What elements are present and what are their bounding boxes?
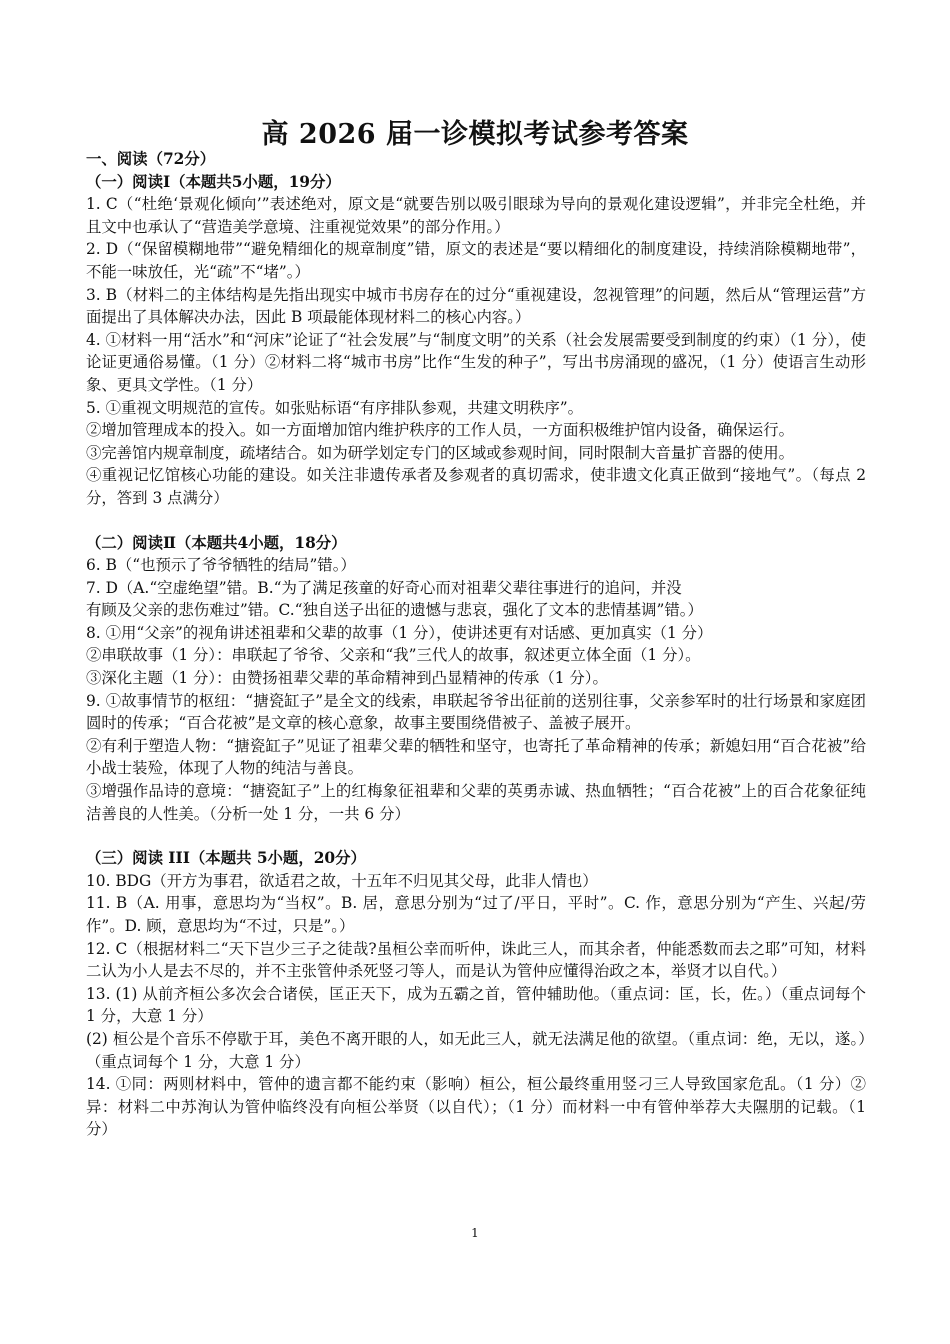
answer-line: 有顾及父亲的悲伤难过”错。C.“独自送子出征的遗憾与悲哀，强化了文本的悲情基调”错。） <box>86 601 703 620</box>
subsection-heading: （三）阅读 III（本题共 5小题，20分） <box>86 849 366 868</box>
section-gap <box>86 510 866 532</box>
answer-line: 10. BDG（开方为事君，欲适君之故，十五年不归见其父母，此非人情也） <box>86 871 598 890</box>
answer-line: 12. C（根据材料二“天下岂少三子之徒哉?虽桓公幸而听仲，诛此三人，而其余者，仲能悉数而去之耶”可知，材料二认为小人是去不尽的，并不主张管仲杀死竖刁等人，而是认为管仲应懂得治政之本，举贤才以自代。） <box>86 939 866 981</box>
section-gap <box>86 825 866 847</box>
section-heading: 一、阅读（72分） <box>86 150 216 168</box>
answer-line: 3. B（材料二的主体结构是先指出现实中城市书房存在的过分“重视建设，忽视管理”的问题，然后从“管理运营”方面提出了具体解决办法，因此 B 项最能体现材料二的核心内容。） <box>86 285 866 327</box>
answer-line: 6. B（“也预示了爷爷牺牲的结局”错。） <box>86 556 356 575</box>
answer-line: 11. B（A. 用事，意思均为“当权”。B. 居，意思分别为“过了/平日，平时”。C. 作，意思分别为“产生、兴起/劳作”。D. 顾，意思均为“不过，只是”。） <box>86 894 866 935</box>
subsection-heading: （二）阅读Ⅱ（本题共4小题，18分） <box>86 533 347 552</box>
answer-line: ②增加管理成本的投入。如一方面增加馆内维护秩序的工作人员，一方面积极维护馆内设备，确保运行。 <box>86 421 794 440</box>
answer-line: 7. D（A.“空虚绝望”错。B.“为了满足孩童的好奇心而对祖辈父辈往事进行的追问，并没 <box>86 578 682 597</box>
answer-line: ②有利于塑造人物：“搪瓷缸子”见证了祖辈父辈的牺牲和坚守，也寄托了革命精神的传承；新媳妇用“百合花被”给小战士装殓，体现了人物的纯洁与善良。 <box>86 736 866 778</box>
answer-line: ②串联故事（1 分）：串联起了爷爷、父亲和“我”三代人的故事，叙述更立体全面（1 分）。 <box>86 646 701 665</box>
answer-line: 2. D（“保留模糊地带”“避免精细化的规章制度”错，原文的表述是“要以精细化的制度建设，持续消除模糊地带”，不能一味放任，光“疏”不“堵”。） <box>86 240 866 281</box>
answer-line: 8. ①用“父亲”的视角讲述祖辈和父辈的故事（1 分），使讲述更有对话感、更加真实（1 分） <box>86 623 713 642</box>
answer-line: (2) 桓公是个音乐不停歇于耳，美色不离开眼的人，如无此三人，就无法满足他的欲望。（重点词：绝，无以，遂。）（重点词每个 1 分，大意 1 分） <box>86 1029 866 1071</box>
answer-body <box>86 148 866 1141</box>
answer-line: ④重视记忆馆核心功能的建设。如关注非遗传承者及参观者的真切需求，使非遗文化真正做到“接地气”。（每点 2 分，答到 3 点满分） <box>86 466 866 507</box>
answer-line: 14. ①同：两则材料中，管仲的遗言都不能约束（影响）桓公，桓公最终重用竖刁三人导致国家危乱。（1 分）②异：材料二中苏洵认为管仲临终没有向桓公举贤（以自代）；（1 分）而材料一中有管仲举荐大夫隰朋的记载。（1 分） <box>86 1075 866 1139</box>
answer-line: 9. ①故事情节的枢纽：“搪瓷缸子”是全文的线索，串联起爷爷出征前的送别往事，父亲参军时的壮行场景和家庭团圆时的传承；“百合花被”是文章的核心意象，故事主要围绕借被子、盖被子展开。 <box>86 691 866 733</box>
answer-line: 13. (1) 从前齐桓公多次会合诸侯，匡正天下，成为五霸之首，管仲辅助他。（重点词：匡，长，佐。）（重点词每个 1 分，大意 1 分） <box>86 984 866 1026</box>
subsection-heading: （一）阅读Ⅰ（本题共5小题，19分） <box>86 172 341 191</box>
answer-line: 5. ①重视文明规范的宣传。如张贴标语“有序排队参观，共建文明秩序”。 <box>86 398 584 417</box>
answer-line: ③深化主题（1 分）：由赞扬祖辈父辈的革命精神到凸显精神的传承（1 分）。 <box>86 669 608 688</box>
page-number: 1 <box>471 1226 479 1240</box>
answer-line: 4. ①材料一用“活水”和“河床”论证了“社会发展”与“制度文明”的关系（社会发展需要受到制度的约束）（1 分），使论证更通俗易懂。（1 分）②材料二将“城市书房”比作“生发的种子”，写出书房涌现的盛况，（1 分）使语言生动形象、更具文学性。（1 分） <box>86 330 866 394</box>
answer-line: 1. C（“杜绝‘景观化倾向’”表述绝对，原文是“就要告别以吸引眼球为导向的景观化建设逻辑”，并非完全杜绝，并且文中也承认了“营造美学意境、注重视觉效果”的部分作用。） <box>86 195 866 236</box>
page-title: 高 2026 届一诊模拟考试参考答案 <box>261 119 689 150</box>
answer-line: ③完善馆内规章制度，疏堵结合。如为研学划定专门的区域或参观时间，同时限制大音量扩音器的使用。 <box>86 443 794 462</box>
answer-line: ③增强作品诗的意境：“搪瓷缸子”上的红梅象征祖辈和父辈的英勇赤诚、热血牺牲；“百合花被”上的百合花象征纯洁善良的人性美。（分析一处 1 分，一共 6 分） <box>86 782 866 823</box>
